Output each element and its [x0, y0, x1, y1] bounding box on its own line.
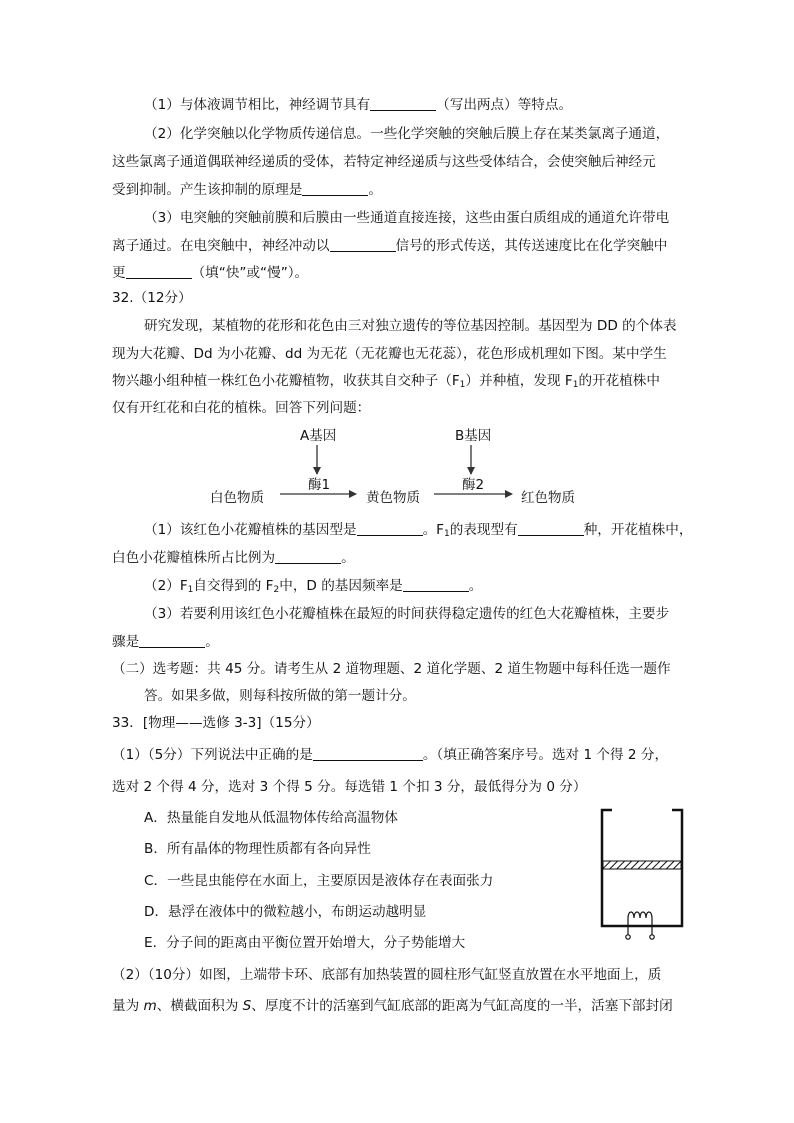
yellow-substance-label: 黄色物质	[366, 490, 420, 506]
q31-part2-line3: 受到抑制。产生该抑制的原理是 。	[112, 182, 382, 198]
white-substance-label: 白色物质	[210, 490, 264, 506]
q33-part2-line1: （2）（10分）如图，上端带卡环、底部有加热装置的圆柱形气缸竖直放置在水平地面上，质	[112, 967, 662, 983]
answer-blank	[357, 521, 423, 536]
gene-b-label: B基因	[455, 428, 492, 444]
q31-part3-line1: （3）电突触的突触前膜和后膜由一些通道直接连接，这些由蛋白质组成的通道允许带电	[144, 210, 670, 226]
elective-line2: 答。如果多做，则每科按所做的第一题计分。	[144, 688, 416, 704]
answer-blank	[139, 633, 205, 648]
red-substance-label: 红色物质	[521, 490, 575, 506]
answer-blank	[403, 577, 469, 592]
q32-sub1-line2: 白色小花瓣植株所占比例为 。	[112, 550, 355, 566]
q32-sub3-line2: 骤是 。	[112, 634, 219, 650]
q32-intro-line2: 现为大花瓣、Dd 为小花瓣、dd 为无花（无花瓣也无花蕊），花色形成机理如下图。某中学生	[112, 346, 667, 362]
q33-part2-line2: 量为 m、横截面积为 S、厚度不计的活塞到气缸底部的距离为气缸高度的一半，活塞下部封闭	[112, 998, 673, 1014]
q33-part1-line2: 选对 2 个得 4 分，选对 3 个得 5 分。每选错 1 个扣 3 分，最低得分为 0 分）	[112, 779, 587, 795]
piston	[603, 861, 681, 869]
cylinder-figure	[590, 796, 700, 946]
q32-header: 32.（12分）	[112, 290, 192, 306]
q31-part2-line1: （2）化学突触以化学物质传递信息。一些化学突触的突触后膜上存在某类氯离子通道，	[144, 126, 670, 142]
option-e: E．分子间的距离由平衡位置开始增大，分子势能增大	[144, 935, 466, 951]
q32-sub2: $(2)F_1$自交得到的 $F_2$中，D 的基因频率是 。	[144, 578, 483, 595]
q33-part1-line1: （1）（5分）下列说法中正确的是 。（填正确答案序号。选对 1 个得 2 分，	[112, 747, 669, 763]
option-d: D．悬浮在液体中的微粒越小，布朗运动越明显	[144, 904, 427, 920]
enzyme1-label: 酶1	[308, 477, 331, 493]
answer-blank	[275, 549, 341, 564]
q33-header: 33．[物理——选修 3-3]（15分）	[112, 715, 320, 731]
elective-line1: （二）选考题：共 45 分。请考生从 2 道物理题、2 道化学题、2 道生物题中每科任选一题作	[112, 661, 671, 677]
q31-part3-line2: 离子通过。在电突触中，神经冲动以 信号的形式传送，其传送速度比在化学突触中	[112, 238, 668, 254]
q32-intro-line4: 仅有开红花和白花的植株。回答下列问题：	[112, 400, 371, 416]
q32-intro-line3: 物兴趣小组种植一株红色小花瓣植物，收获其自交种子$(F_1)$并种植，发现 $F_1$的开花植株中	[112, 373, 660, 390]
option-c: C．一些昆虫能停在水面上，主要原因是液体存在表面张力	[144, 873, 494, 889]
q31-part2-line2: 这些氯离子通道偶联神经递质的受体，若特定神经递质与这些受体结合，会使突触后神经元	[112, 154, 656, 170]
q31-part3-line3: 更 （填“快”或“慢”）。	[112, 265, 309, 281]
q31-part1: （1）与体液调节相比，神经调节具有 （写出两点）等特点。	[144, 97, 573, 113]
enzyme2-label: 酶2	[462, 477, 485, 493]
option-b: B．所有晶体的物理性质都有各向异性	[144, 841, 371, 857]
gene-a-label: A基因	[300, 428, 337, 444]
option-a: A．热量能自发地从低温物体传给高温物体	[144, 810, 398, 826]
answer-blank	[518, 521, 584, 536]
answer-blank	[313, 746, 423, 761]
q32-sub1-line1: （1）该红色小花瓣植株的基因型是 。$F_1$的表现型有 种，开花植株中，	[144, 522, 693, 539]
q32-intro-line1: 研究发现，某植物的花形和花色由三对独立遗传的等位基因控制。基因型为 DD 的个体表	[144, 318, 677, 334]
q32-sub3-line1: （3）若要利用该红色小花瓣植株在最短的时间获得稳定遗传的红色大花瓣植株，主要步	[144, 606, 670, 622]
